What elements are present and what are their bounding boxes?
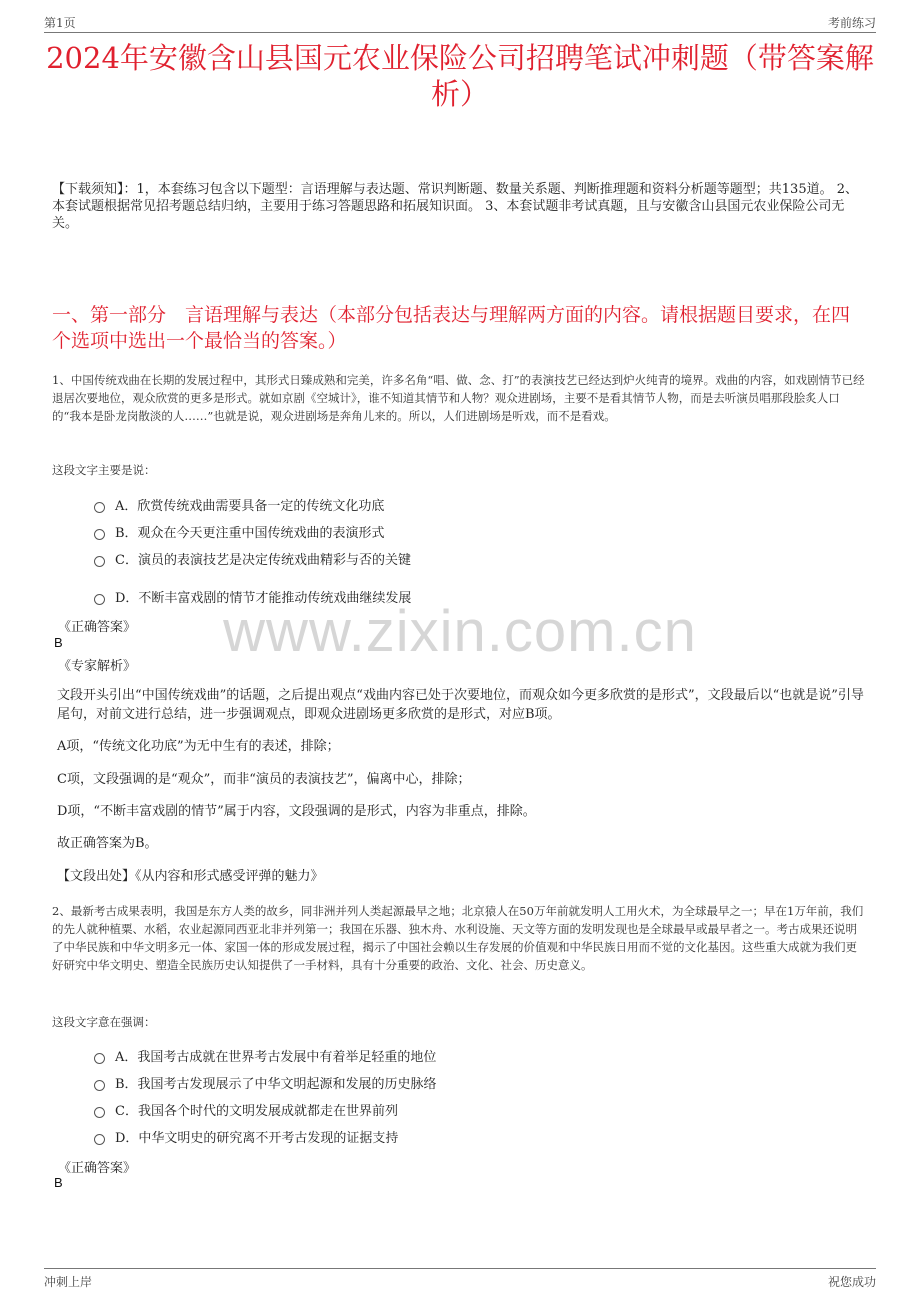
radio-icon[interactable] (94, 1134, 105, 1145)
question-2-option-a[interactable] (94, 1046, 436, 1065)
radio-icon[interactable] (94, 556, 105, 567)
option-label: D．中华文明史的研究离不开考古发现的证据支持 (115, 1131, 399, 1146)
section-heading: 一、第一部分 言语理解与表达（本部分包括表达与理解两方面的内容。请根据题目要求，在四个选项中选出一个最恰当的答案。） (52, 304, 851, 352)
option-label: D．不断丰富戏剧的情节才能推动传统戏曲继续发展 (115, 591, 412, 606)
analysis-paragraph: A项，“传统文化功底”为无中生有的表述，排除； (57, 739, 340, 754)
radio-icon[interactable] (94, 529, 105, 540)
footer-divider (44, 1268, 876, 1269)
answer-value: B (54, 635, 63, 650)
analysis-paragraph: D项，“不断丰富戏剧的情节”属于内容，文段强调的是形式，内容为非重点，排除。 (57, 804, 536, 819)
radio-icon[interactable] (94, 1080, 105, 1091)
radio-icon[interactable] (94, 502, 105, 513)
question-2-option-c[interactable] (94, 1100, 398, 1119)
question-1-text: 1、中国传统戏曲在长期的发展过程中，其形式日臻成熟和完美，许多名角“唱、做、念、打”的表演技艺已经达到炉火纯青的境界。戏曲的内容，如戏剧情节已经退居次要地位，观众欣赏的更多是形式。就如京剧《空城计》，谁不知道其情节和人物？观众进剧场，主要不是看其情节人物，而是去听演员唱那段脍炙人口的“我本是卧龙岗散淡的人……”也就是说，观众进剧场是奔角儿来的。所以，人们进剧场是听戏，而不是看戏。 (52, 373, 865, 423)
question-2-option-b[interactable] (94, 1073, 437, 1092)
radio-icon[interactable] (94, 1107, 105, 1118)
analysis-label: 《专家解析》 (58, 659, 137, 674)
analysis-paragraph: 故正确答案为B。 (57, 836, 158, 851)
option-label: C．演员的表演技艺是决定传统戏曲精彩与否的关键 (115, 553, 411, 568)
question-1-option-a[interactable] (94, 495, 384, 514)
header-divider (44, 32, 876, 33)
question-1-option-b[interactable] (94, 522, 385, 541)
answer-value: B (54, 1175, 63, 1190)
radio-icon[interactable] (94, 1053, 105, 1064)
page-number: 第1页 (44, 16, 76, 30)
question-1-prompt: 这段文字主要是说： (52, 463, 156, 477)
question-1-option-c[interactable] (94, 549, 411, 568)
download-notice: 【下载须知】：1，本套练习包含以下题型：言语理解与表达题、常识判断题、数量关系题、判断推理题和资料分析题等题型；共135道。 2、本套试题根据常见招考题总结归纳，主要用于练习答题思路和拓展知识面。 3、本套试题非考试真题，且与安徽含山县国元农业保险公司无关。 (52, 182, 858, 231)
source-citation: 【文段出处】《从内容和形式感受评弹的魅力》 (57, 869, 324, 884)
analysis-paragraph: 文段开头引出“中国传统戏曲”的话题，之后提出观点“戏曲内容已处于次要地位，而观众如今更多欣赏的是形式”，文段最后以“也就是说”引导尾句，对前文进行总结，进一步强调观点，即观众进剧场更多欣赏的是形式，对应B项。 (57, 688, 864, 722)
option-label: A．我国考古成就在世界考古发展中有着举足轻重的地位 (115, 1050, 437, 1065)
question-2-option-d[interactable] (94, 1127, 398, 1146)
option-label: B．我国考古发现展示了中华文明起源和发展的历史脉络 (115, 1077, 437, 1092)
watermark: www.zixin.com.cn (223, 599, 697, 664)
header-label: 考前练习 (827, 16, 876, 30)
analysis-paragraph: C项，文段强调的是“观众”，而非“演员的表演技艺”，偏离中心，排除； (57, 772, 471, 787)
option-label: B．观众在今天更注重中国传统戏曲的表演形式 (115, 526, 385, 541)
question-2-text: 2、最新考古成果表明，我国是东方人类的故乡，同非洲并列人类起源最早之地；北京猿人在50万年前就发明人工用火术，为全球最早之一；早在1万年前，我们的先人就种植粟、水稻，农业起源同西亚北非并列第一；我国在乐器、独木舟、水利设施、天文等方面的发明发现也是全球最早或最早者之一。考古成果还说明了中华民族和中华文明多元一体、家国一体的形成发展过程，揭示了中国社会赖以生存发展的价值观和中华民族日用而不觉的文化基因。这些重大成就为我们更好研究中华文明史、塑造全民族历史认知提供了一手材料，具有十分重要的政治、文化、社会、历史意义。 (52, 904, 864, 972)
option-label: A．欣赏传统戏曲需要具备一定的传统文化功底 (115, 499, 385, 514)
footer-right-text: 祝您成功 (827, 1275, 876, 1289)
document-title: 2024年安徽含山县国元农业保险公司招聘笔试冲刺题（带答案解析） (46, 41, 874, 111)
footer-left-text: 冲刺上岸 (44, 1275, 93, 1289)
question-2-prompt: 这段文字意在强调： (52, 1015, 156, 1029)
answer-label: 《正确答案》 (58, 1161, 137, 1176)
answer-label: 《正确答案》 (58, 620, 137, 635)
option-label: C．我国各个时代的文明发展成就都走在世界前列 (115, 1104, 398, 1119)
